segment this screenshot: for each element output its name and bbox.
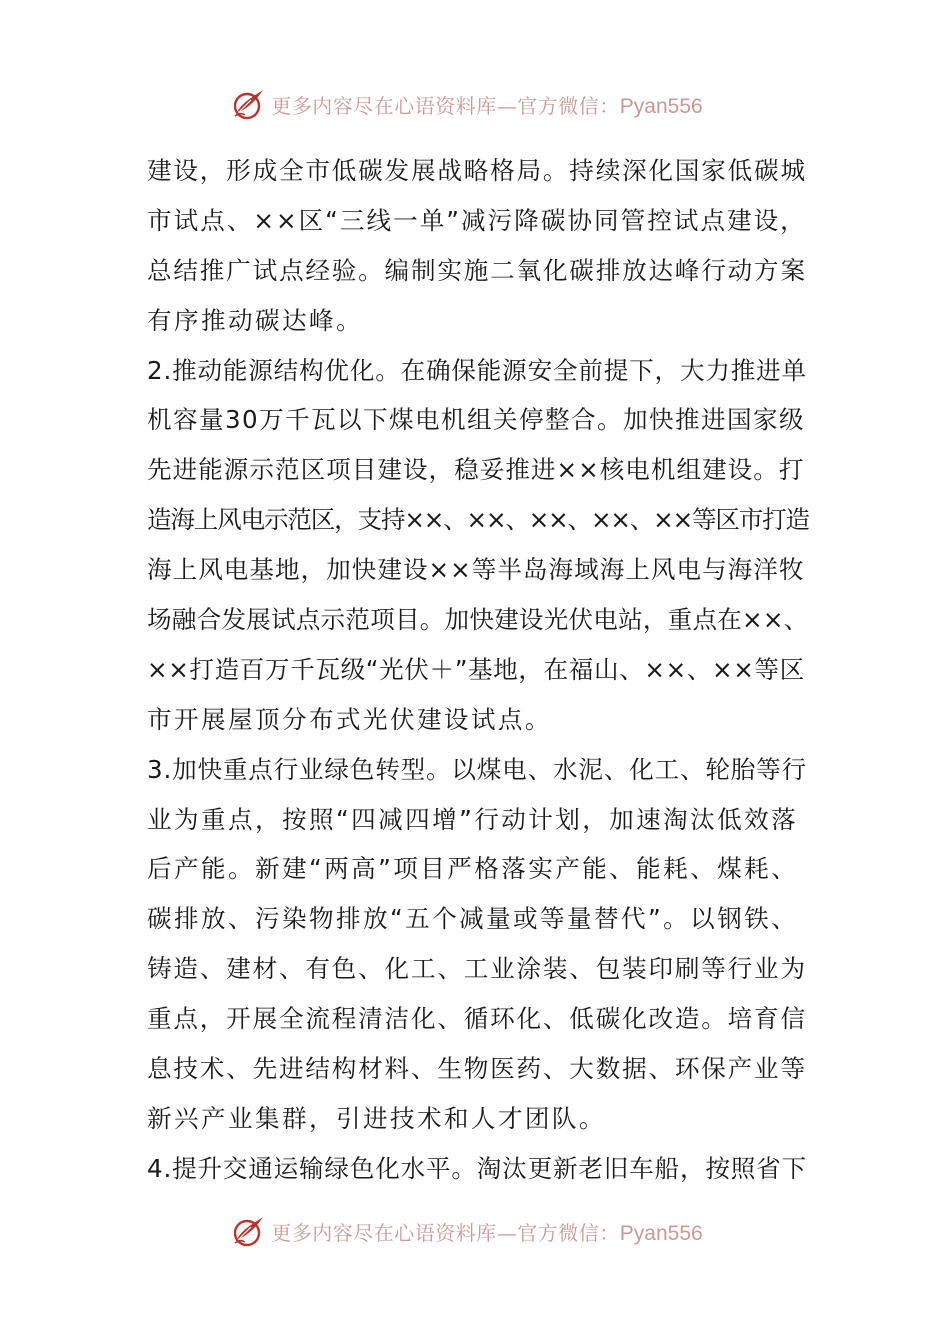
section-heading-line: 2.推动能源结构优化。在确保能源安全前提下，大力推进单 [147,355,807,385]
text-line: 碳排放、污染物排放“五个减量或等量替代”。以钢铁、 [147,904,799,934]
text-line: 后产能。新建“两高”项目严格落实产能、能耗、煤耗、 [147,854,799,884]
text-line: 市试点、××区“三线一单”减污降碳协同管控试点建设， [147,205,807,235]
text-line: 先进能源示范区项目建设，稳妥推进××核电机组建设。打 [147,455,805,485]
section-heading-line: 4.提升交通运输绿色化水平。淘汰更新老旧车船，按照省下 [147,1153,807,1183]
wechat-id: Pyan556 [619,1221,703,1245]
text-line: 海上风电基地，加快建设××等半岛海域海上风电与海洋牧 [147,555,805,585]
text-line: 有序推动碳达峰。 [147,305,363,335]
text-line: 铸造、建材、有色、化工、工业涂装、包装印刷等行业为 [147,954,807,984]
text-line: 建设，形成全市低碳发展战略格局。持续深化国家低碳城 [147,156,807,185]
wechat-id: Pyan556 [619,94,703,118]
header-watermark [0,84,950,124]
text-line: 造海上风电示范区，支持××、××、××、××、××等区市打造 [147,505,809,535]
watermark-text: 更多内容尽在心语资料库—官方微信：Pyan556 [271,93,703,118]
footer-watermark [0,1211,950,1251]
text-line: 场融合发展试点示范项目。加快建设光伏电站，重点在××、 [147,605,809,635]
text-line: 业为重点，按照“四减四增”行动计划，加速淘汰低效落 [147,804,799,834]
text-line: 新兴产业集群，引进技术和人才团队。 [147,1103,606,1133]
text-line: 重点，开展全流程清洁化、循环化、低碳化改造。培育信 [147,1004,807,1034]
text-line: 市开展屋顶分布式光伏建设试点。 [147,704,552,734]
document-body [147,146,807,1194]
pen-logo-icon [231,86,267,122]
text-line: 机容量30万千瓦以下煤电机组关停整合。加快推进国家级 [147,405,805,435]
section-heading-line: 3.加快重点行业绿色转型。以煤电、水泥、化工、轮胎等行 [147,754,807,784]
text-line: 息技术、先进结构材料、生物医药、大数据、环保产业等 [147,1054,807,1084]
pen-logo-icon [231,1213,267,1249]
watermark-text: 更多内容尽在心语资料库—官方微信：Pyan556 [271,1220,703,1245]
text-line: ××打造百万千瓦级“光伏＋”基地，在福山、××、××等区 [147,654,805,684]
text-line: 总结推广试点经验。编制实施二氧化碳排放达峰行动方案 [147,255,807,285]
